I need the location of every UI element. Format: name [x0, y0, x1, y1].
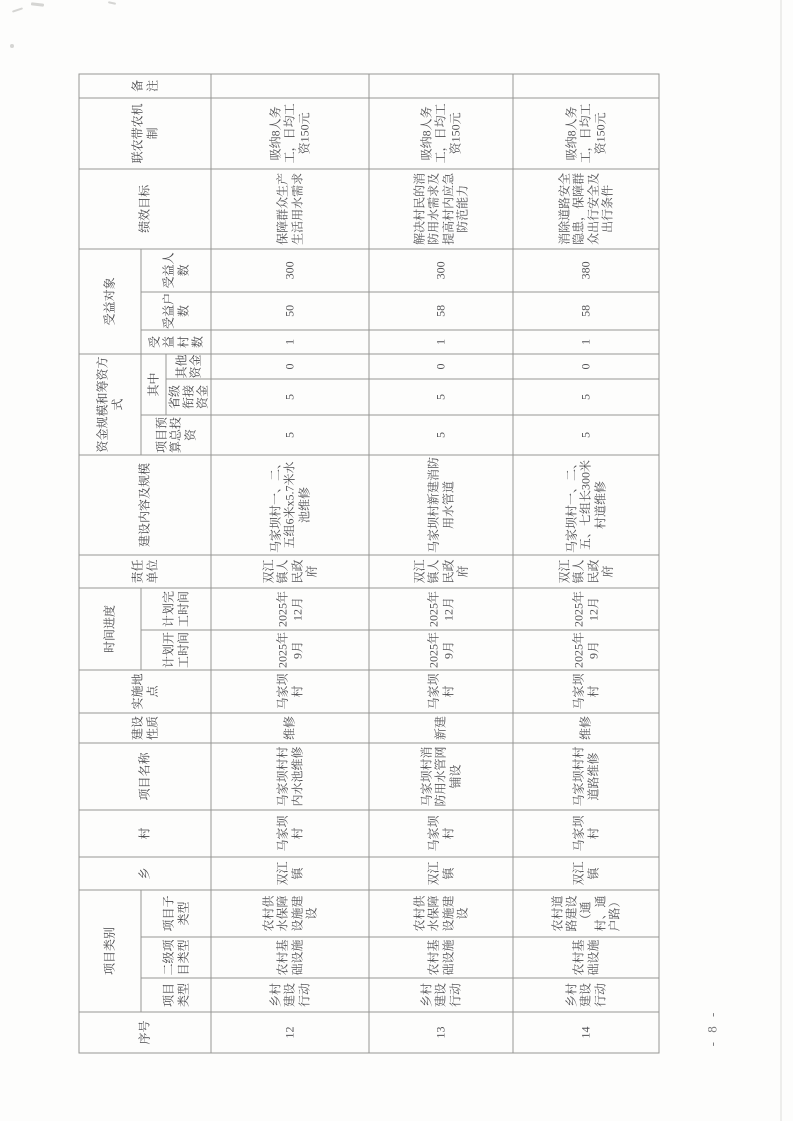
cell-zongtouzi: 5 [513, 415, 659, 455]
header-liannong-dainong: 联农带农机制 [79, 98, 211, 169]
cell-kaigong: 2025年9月 [369, 630, 513, 670]
cell-xingzhi: 维修 [211, 713, 369, 743]
cell-jixiao: 保障群众生产生活用水需求 [211, 169, 369, 249]
header-group-shijian-jindu: 时间进度 [79, 588, 141, 670]
cell-xuhao: 14 [513, 1012, 659, 1053]
cell-jixiao: 消除道路安全隐患，保障群众出行安全及出行条件 [513, 169, 659, 249]
header-jihua-kaigong: 计划开工时间 [141, 630, 211, 670]
header-group-xiangmu-leibie: 项目类别 [79, 890, 141, 1012]
cell-zongtouzi: 5 [211, 415, 369, 455]
cell-zileixing: 农村供水保障设施建设 [211, 890, 369, 937]
cell-xiang: 双江镇 [369, 857, 513, 890]
header-jixiao-mubiao: 绩效目标 [79, 169, 211, 249]
cell-xingzhi: 新建 [369, 713, 513, 743]
pen-mark [108, 1, 116, 5]
cell-neirong: 马家坝村一、二、五组6米x5.7米水池维修 [211, 455, 369, 555]
header-xiangmu-leixing: 项目类型 [141, 978, 211, 1012]
cell-cunshu: 1 [369, 330, 513, 354]
cell-liannong: 吸纳8人务工，日均工资150元 [513, 98, 659, 169]
cell-zeren-danwei: 双江镇人民政府 [369, 555, 513, 588]
cell-beizhu [513, 74, 659, 98]
cell-xuhao: 13 [369, 1012, 513, 1053]
cell-erji-leixing: 农村基础设施 [369, 937, 513, 978]
cell-wangong: 2025年12月 [369, 588, 513, 630]
cell-beizhu [369, 74, 513, 98]
header-qita-zijin: 其他资金 [166, 354, 211, 379]
header-cun: 村 [79, 810, 211, 857]
cell-cun: 马家坝村 [211, 810, 369, 857]
cell-renshu: 380 [513, 249, 659, 292]
cell-xiangmu-leixing: 乡村建设行动 [211, 978, 369, 1012]
cell-cunshu: 1 [211, 330, 369, 354]
header-zeren-danwei: 责任单位 [79, 555, 211, 588]
cell-xingzhi: 维修 [513, 713, 659, 743]
header-xuhao: 序号 [79, 1012, 211, 1053]
cell-xiang: 双江镇 [513, 857, 659, 890]
cell-cun: 马家坝村 [513, 810, 659, 857]
page-edge-shadow [780, 0, 782, 1121]
cell-liannong: 吸纳8人务工，日均工资150元 [369, 98, 513, 169]
cell-erji-leixing: 农村基础设施 [513, 937, 659, 978]
header-group-zijin-guimo: 资金规模和筹资方式 [79, 354, 141, 455]
cell-xiangmu-leixing: 乡村建设行动 [369, 978, 513, 1012]
cell-shengji-zijin: 5 [211, 379, 369, 415]
header-xiang: 乡 [79, 857, 211, 890]
cell-mingcheng: 马家坝村村道路维修 [513, 743, 659, 810]
header-xiangmu-zileixing: 项目子类型 [141, 890, 211, 937]
header-group-qizhong: 其中 [141, 354, 166, 415]
header-shouyi-renshu: 受益人数 [141, 249, 211, 292]
cell-xuhao: 12 [211, 1012, 369, 1053]
cell-cun: 马家坝村 [369, 810, 513, 857]
pen-mark [12, 7, 23, 12]
cell-liannong: 吸纳8人务工，日均工资150元 [211, 98, 369, 169]
cell-beizhu [211, 74, 369, 98]
cell-zeren-danwei: 双江镇人民政府 [513, 555, 659, 588]
cell-hushu: 50 [211, 292, 369, 330]
header-beizhu: 备注 [79, 74, 211, 98]
header-yusuan-zongtouzi: 项目预算总投资 [141, 415, 211, 455]
cell-zeren-danwei: 双江镇人民政府 [211, 555, 369, 588]
header-xiangmu-mingcheng: 项目名称 [79, 743, 211, 810]
cell-qita-zijin: 0 [369, 354, 513, 379]
page-number: - 8 - [703, 1009, 719, 1047]
cell-wangong: 2025年12月 [513, 588, 659, 630]
header-erji-xiangmu-leixing: 二级项目类型 [141, 937, 211, 978]
cell-didian: 马家坝村 [513, 670, 659, 713]
cell-renshu: 300 [369, 249, 513, 292]
project-table [79, 73, 660, 1053]
header-group-shouyi-duixiang: 受益对象 [79, 249, 141, 354]
pen-mark [31, 2, 44, 6]
cell-mingcheng: 马家坝村消防用水管网铺设 [369, 743, 513, 810]
cell-didian: 马家坝村 [211, 670, 369, 713]
table-row [513, 74, 659, 1053]
cell-didian: 马家坝村 [369, 670, 513, 713]
cell-xiangmu-leixing: 乡村建设行动 [513, 978, 659, 1012]
cell-shengji-zijin: 5 [369, 379, 513, 415]
cell-renshu: 300 [211, 249, 369, 292]
header-jianshe-xingzhi: 建设性质 [79, 713, 211, 743]
cell-shengji-zijin: 5 [513, 379, 659, 415]
cell-qita-zijin: 0 [513, 354, 659, 379]
header-shouyi-cunshu: 受益村数 [141, 330, 211, 354]
cell-kaigong: 2025年9月 [211, 630, 369, 670]
header-shengji-xianjie-zijin: 省级衔接资金 [166, 379, 211, 415]
cell-neirong: 马家坝村一、二、五、七组长300米村道维修 [513, 455, 659, 555]
cell-hushu: 58 [513, 292, 659, 330]
pen-mark [10, 44, 14, 48]
cell-qita-zijin: 0 [211, 354, 369, 379]
cell-kaigong: 2025年9月 [513, 630, 659, 670]
header-row-groups [79, 74, 141, 1053]
table-row [211, 74, 369, 1053]
header-jihua-wangong: 计划完工时间 [141, 588, 211, 630]
header-shishi-didian: 实施地点 [79, 670, 211, 713]
cell-wangong: 2025年12月 [211, 588, 369, 630]
cell-zongtouzi: 5 [369, 415, 513, 455]
cell-xiang: 双江镇 [211, 857, 369, 890]
cell-zileixing: 农村道路建设（通村、通户路） [513, 890, 659, 937]
cell-hushu: 58 [369, 292, 513, 330]
cell-jixiao: 解决村民的消防用水需求及提高村内应急防范能力 [369, 169, 513, 249]
cell-erji-leixing: 农村基础设施 [211, 937, 369, 978]
cell-zileixing: 农村供水保障设施建设 [369, 890, 513, 937]
table-row [369, 74, 513, 1053]
cell-cunshu: 1 [513, 330, 659, 354]
header-shouyi-hushu: 受益户数 [141, 292, 211, 330]
cell-neirong: 马家坝村新建消防用水管道 [369, 455, 513, 555]
cell-mingcheng: 马家坝村村内水池维修 [211, 743, 369, 810]
rotated-table-wrapper [79, 72, 656, 1054]
header-jianshe-neirong: 建设内容及规模 [79, 455, 211, 555]
